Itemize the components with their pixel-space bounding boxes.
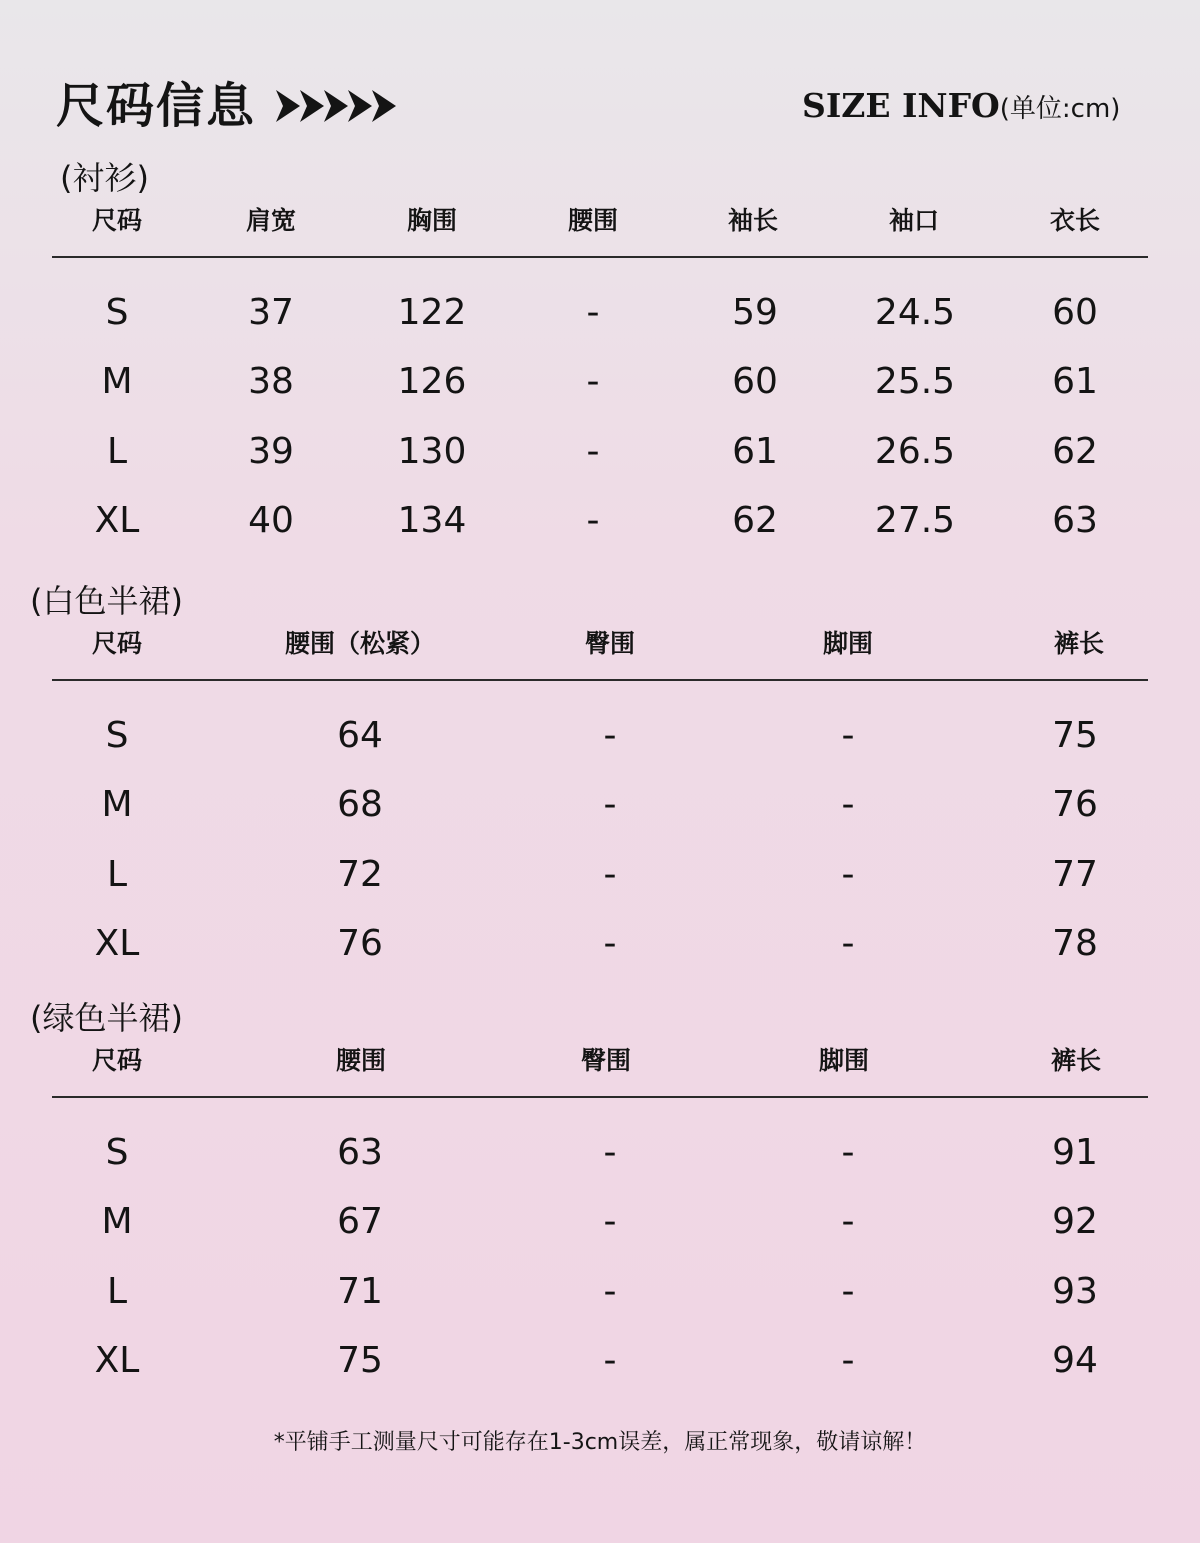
table-cell: 60	[1052, 292, 1098, 333]
column-header: 裤长	[1053, 629, 1105, 658]
column-header: 脚围	[822, 629, 874, 658]
column-header: 胸围	[406, 206, 458, 235]
column-header: 裤长	[1050, 1046, 1102, 1075]
header-divider	[52, 679, 1148, 681]
table-cell: -	[841, 1340, 855, 1381]
column-header: 尺码	[91, 1046, 143, 1075]
table-cell: 63	[337, 1132, 383, 1173]
table-cell: 134	[397, 500, 467, 541]
table-cell: M	[101, 361, 133, 402]
table-cell: 93	[1052, 1271, 1098, 1312]
table-cell: 75	[1052, 715, 1098, 756]
table-cell: -	[841, 1201, 855, 1242]
table-cell: -	[586, 500, 600, 541]
five-right-arrows-icon	[274, 86, 398, 126]
table-cell: XL	[94, 1340, 140, 1381]
table-cell: 64	[337, 715, 383, 756]
table-cell: 60	[732, 361, 778, 402]
table-cell: -	[586, 292, 600, 333]
table-cell: -	[603, 1271, 617, 1312]
table-cell: 72	[337, 854, 383, 895]
table-cell: -	[586, 431, 600, 472]
table-cell: 126	[397, 361, 467, 402]
section-title-shirt: (衬衫)	[60, 159, 149, 197]
table-cell: 94	[1052, 1340, 1098, 1381]
table-cell: -	[841, 923, 855, 964]
table-cell: 26.5	[874, 431, 956, 472]
table-cell: -	[603, 1132, 617, 1173]
table-cell: -	[603, 1340, 617, 1381]
table-cell: 77	[1052, 854, 1098, 895]
table-cell: -	[603, 1201, 617, 1242]
table-cell: 68	[337, 784, 383, 825]
table-cell: 78	[1052, 923, 1098, 964]
table-cell: S	[105, 715, 129, 756]
table-cell: 61	[1052, 361, 1098, 402]
table-cell: M	[101, 784, 133, 825]
table-cell: XL	[94, 500, 140, 541]
table-cell: -	[841, 784, 855, 825]
table-cell: 24.5	[874, 292, 956, 333]
table-cell: 62	[1052, 431, 1098, 472]
column-header: 袖长	[727, 206, 779, 235]
column-header: 脚围	[818, 1046, 870, 1075]
section-title-green-skirt: (绿色半裙)	[30, 999, 183, 1037]
column-header: 衣长	[1049, 206, 1101, 235]
size-info-label: SIZE INFO	[802, 86, 1000, 125]
table-cell: 63	[1052, 500, 1098, 541]
table-cell: 130	[397, 431, 467, 472]
table-cell: 71	[337, 1271, 383, 1312]
table-cell: XL	[94, 923, 140, 964]
table-cell: 76	[1052, 784, 1098, 825]
column-header: 腰围（松紧）	[284, 629, 436, 658]
table-cell: -	[603, 923, 617, 964]
table-cell: -	[603, 715, 617, 756]
header-divider	[52, 256, 1148, 258]
column-header: 腰围	[335, 1046, 387, 1075]
table-cell: 27.5	[874, 500, 956, 541]
table-cell: -	[586, 361, 600, 402]
table-cell: 76	[337, 923, 383, 964]
table-cell: 62	[732, 500, 778, 541]
table-cell: -	[841, 1271, 855, 1312]
column-header: 袖口	[888, 206, 940, 235]
table-cell: -	[841, 854, 855, 895]
table-cell: 75	[337, 1340, 383, 1381]
table-cell: 61	[732, 431, 778, 472]
column-header: 腰围	[567, 206, 619, 235]
table-cell: S	[105, 1132, 129, 1173]
table-cell: -	[841, 715, 855, 756]
column-header: 尺码	[91, 206, 143, 235]
table-cell: 40	[248, 500, 294, 541]
table-cell: L	[106, 854, 128, 895]
table-cell: 25.5	[874, 361, 956, 402]
unit-label: (单位:cm)	[999, 94, 1121, 124]
table-cell: 91	[1052, 1132, 1098, 1173]
table-cell: 122	[397, 292, 467, 333]
column-header: 臀围	[584, 629, 636, 658]
table-cell: M	[101, 1201, 133, 1242]
table-cell: 59	[732, 292, 778, 333]
measurement-note: *平铺手工测量尺寸可能存在1-3cm误差，属正常现象，敬请谅解！	[273, 1430, 927, 1455]
table-cell: L	[106, 1271, 128, 1312]
column-header: 臀围	[580, 1046, 632, 1075]
table-cell: 38	[248, 361, 294, 402]
size-info-title	[802, 82, 1120, 133]
table-cell: -	[603, 784, 617, 825]
table-cell: 39	[248, 431, 294, 472]
table-cell: S	[105, 292, 129, 333]
header-divider	[52, 1096, 1148, 1098]
table-cell: L	[106, 431, 128, 472]
table-cell: 67	[337, 1201, 383, 1242]
table-cell: -	[603, 854, 617, 895]
table-cell: 92	[1052, 1201, 1098, 1242]
section-title-white-skirt: (白色半裙)	[30, 582, 183, 620]
table-cell: -	[841, 1132, 855, 1173]
column-header: 尺码	[91, 629, 143, 658]
table-cell: 37	[248, 292, 294, 333]
page-title: 尺码信息	[56, 78, 257, 134]
column-header: 肩宽	[245, 206, 297, 235]
